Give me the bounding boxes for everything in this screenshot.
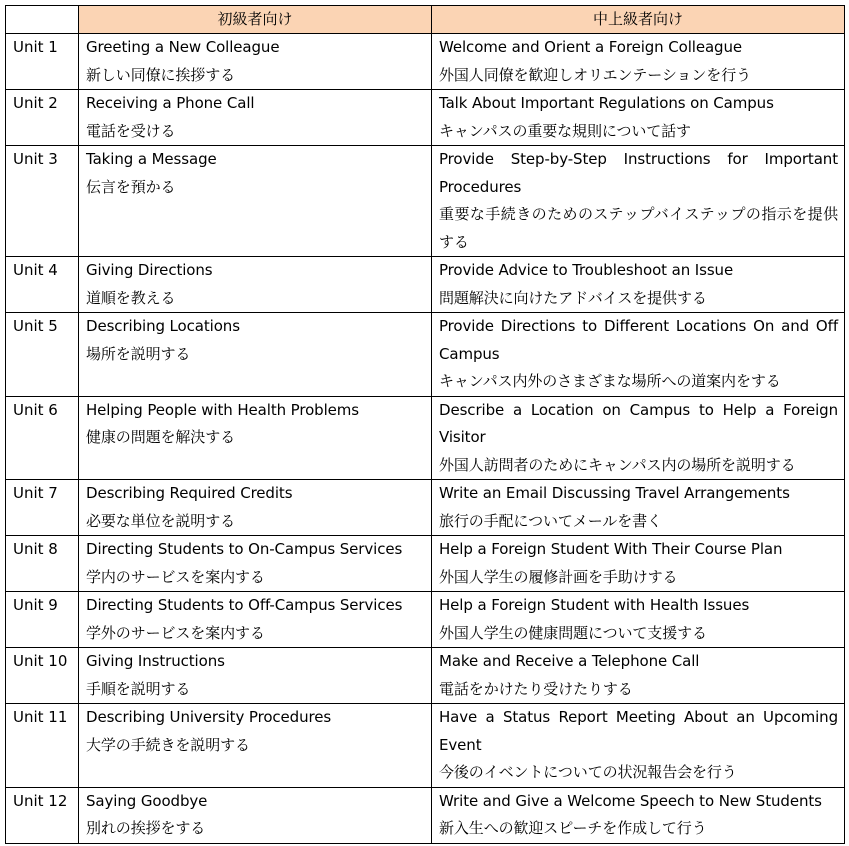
advanced-title-en: Have a Status Report Meeting About an Upcoming Event: [439, 708, 838, 754]
advanced-title-jp: 新入生への歓迎スピーチを作成して行う: [439, 819, 707, 837]
beginner-cell: [79, 704, 432, 788]
beginner-title-en: Giving Directions: [86, 261, 213, 279]
table-row: [6, 396, 845, 480]
beginner-cell: [79, 592, 432, 648]
advanced-title-en: Provide Advice to Troubleshoot an Issue: [439, 261, 734, 279]
beginner-title-jp: 健康の問題を解決する: [86, 428, 236, 446]
beginner-title-en: Greeting a New Colleague: [86, 38, 280, 56]
advanced-title-jp: キャンパスの重要な規則について話す: [439, 121, 691, 140]
unit-label: Unit 8: [6, 536, 79, 592]
beginner-title-jp: 学内のサービスを案内する: [86, 567, 265, 586]
beginner-cell: [79, 480, 432, 536]
advanced-title-en: Write and Give a Welcome Speech to New Students: [439, 791, 822, 810]
beginner-title-en: Taking a Message: [86, 150, 217, 168]
advanced-title-en: Describe a Location on Campus to Help a Foreign Visitor: [439, 400, 838, 446]
advanced-cell: [432, 34, 845, 90]
advanced-title-jp: 外国人学生の履修計画を手助けする: [439, 567, 678, 586]
beginner-cell: [79, 536, 432, 592]
table-row: [6, 146, 845, 257]
advanced-title-jp: 旅行の手配についてメールを書く: [439, 511, 662, 530]
advanced-cell: [432, 313, 845, 397]
beginner-title-jp: 場所を説明する: [86, 344, 191, 363]
unit-label: Unit 9: [6, 592, 79, 648]
table-row: [6, 648, 845, 704]
unit-label: Unit 1: [6, 34, 79, 90]
advanced-title-en: Welcome and Orient a Foreign Colleague: [439, 38, 743, 56]
header-beginner: 初級者向け: [79, 6, 432, 34]
unit-label: Unit 2: [6, 90, 79, 146]
beginner-title-jp: 学外のサービスを案内する: [86, 623, 265, 642]
advanced-title-jp: 外国人学生の健康問題について支援する: [439, 623, 707, 642]
unit-label: Unit 10: [6, 648, 79, 704]
beginner-title-en: Directing Students to On-Campus Services: [86, 540, 403, 558]
beginner-cell: [79, 34, 432, 90]
table-row: [6, 90, 845, 146]
advanced-cell: [432, 536, 845, 592]
beginner-title-jp: 電話を受ける: [86, 121, 176, 140]
beginner-title-en: Receiving a Phone Call: [86, 94, 255, 112]
beginner-title-en: Saying Goodbye: [86, 791, 208, 810]
curriculum-table: [5, 5, 845, 844]
unit-label: Unit 3: [6, 146, 79, 257]
table-row: [6, 313, 845, 397]
unit-label: Unit 4: [6, 257, 79, 313]
beginner-cell: [79, 313, 432, 397]
advanced-title-jp: 重要な手続きのためのステップバイステップの指示を提供する: [439, 205, 838, 251]
advanced-cell: [432, 146, 845, 257]
table-row: [6, 480, 845, 536]
beginner-title-en: Helping People with Health Problems: [86, 400, 360, 419]
advanced-cell: [432, 787, 845, 843]
advanced-cell: [432, 704, 845, 788]
beginner-title-en: Describing University Procedures: [86, 708, 332, 726]
beginner-title-en: Describing Required Credits: [86, 484, 293, 502]
beginner-title-jp: 伝言を預かる: [86, 177, 176, 196]
beginner-title-jp: 道順を教える: [86, 288, 176, 307]
unit-label: Unit 5: [6, 313, 79, 397]
table-row: [6, 34, 845, 90]
beginner-title-jp: 大学の手続きを説明する: [86, 735, 250, 754]
advanced-title-en: Provide Step-by-Step Instructions for Important Procedures: [439, 150, 838, 196]
advanced-title-en: Help a Foreign Student with Health Issues: [439, 596, 750, 614]
table-row: [6, 536, 845, 592]
advanced-cell: [432, 592, 845, 648]
beginner-cell: [79, 146, 432, 257]
advanced-title-en: Make and Receive a Telephone Call: [439, 652, 700, 670]
advanced-title-jp: 外国人同僚を歓迎しオリエンテーションを行う: [439, 65, 752, 84]
unit-label: Unit 11: [6, 704, 79, 788]
table-body: [6, 34, 845, 844]
beginner-title-en: Directing Students to Off-Campus Services: [86, 596, 403, 614]
advanced-cell: [432, 90, 845, 146]
header-advanced: 中上級者向け: [432, 6, 845, 34]
header-blank-cell: [6, 6, 79, 34]
beginner-title-en: Giving Instructions: [86, 652, 225, 670]
beginner-title-en: Describing Locations: [86, 317, 240, 335]
advanced-title-jp: 外国人訪問者のためにキャンパス内の場所を説明する: [439, 455, 796, 474]
advanced-title-en: Write an Email Discussing Travel Arrangements: [439, 484, 790, 502]
table-row: [6, 592, 845, 648]
advanced-cell: [432, 480, 845, 536]
beginner-cell: [79, 396, 432, 480]
table-row: [6, 704, 845, 788]
advanced-title-jp: キャンパス内外のさまざまな場所への道案内をする: [439, 372, 781, 390]
unit-label: Unit 7: [6, 480, 79, 536]
advanced-cell: [432, 257, 845, 313]
beginner-title-jp: 手順を説明する: [86, 679, 191, 698]
advanced-title-jp: 今後のイベントについての状況報告会を行う: [439, 763, 737, 781]
advanced-cell: [432, 648, 845, 704]
advanced-cell: [432, 396, 845, 480]
unit-label: Unit 12: [6, 787, 79, 843]
advanced-title-en: Help a Foreign Student With Their Course Plan: [439, 540, 783, 558]
table-row: [6, 787, 845, 843]
beginner-cell: [79, 257, 432, 313]
advanced-title-jp: 問題解決に向けたアドバイスを提供する: [439, 288, 707, 307]
advanced-title-en: Talk About Important Regulations on Campus: [439, 94, 774, 112]
advanced-title-jp: 電話をかけたり受けたりする: [439, 679, 633, 698]
header-row: [6, 6, 845, 34]
table-header: [6, 6, 845, 34]
beginner-title-jp: 必要な単位を説明する: [86, 511, 236, 530]
advanced-title-en: Provide Directions to Different Locations On and Off Campus: [439, 317, 838, 363]
beginner-title-jp: 別れの挨拶をする: [86, 819, 206, 837]
beginner-cell: [79, 787, 432, 843]
beginner-title-jp: 新しい同僚に挨拶する: [86, 65, 236, 84]
table-row: [6, 257, 845, 313]
beginner-cell: [79, 648, 432, 704]
unit-label: Unit 6: [6, 396, 79, 480]
beginner-cell: [79, 90, 432, 146]
